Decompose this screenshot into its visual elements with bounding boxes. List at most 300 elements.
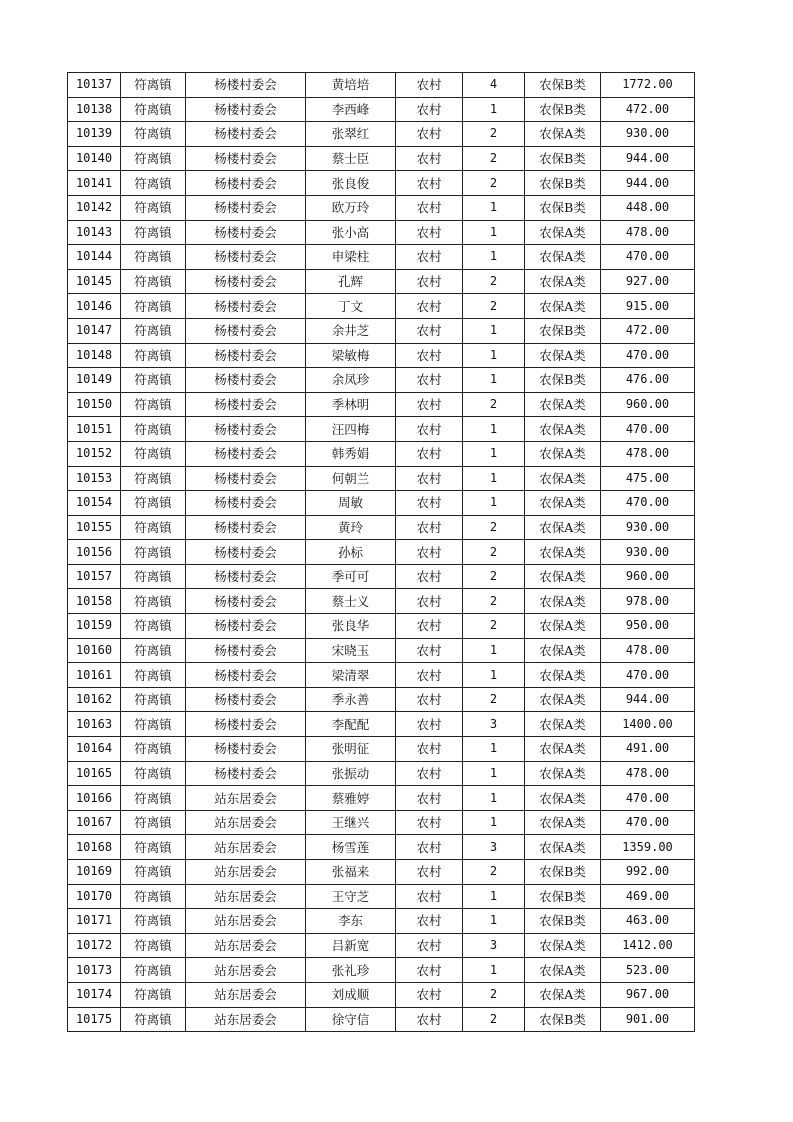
cell-area-type: 农村 [396, 540, 463, 565]
cell-committee: 站东居委会 [186, 835, 306, 860]
cell-name: 李西峰 [306, 97, 396, 122]
cell-name: 王继兴 [306, 810, 396, 835]
cell-area-type: 农村 [396, 491, 463, 516]
cell-name: 张良俊 [306, 171, 396, 196]
cell-committee: 杨楼村委会 [186, 392, 306, 417]
cell-id: 10147 [68, 318, 121, 343]
cell-name: 张福来 [306, 860, 396, 885]
table-row [68, 540, 695, 565]
cell-id: 10141 [68, 171, 121, 196]
cell-town: 符离镇 [121, 269, 186, 294]
cell-amount: 1772.00 [601, 73, 695, 98]
cell-town: 符离镇 [121, 146, 186, 171]
cell-committee: 杨楼村委会 [186, 245, 306, 270]
cell-household-count: 2 [463, 564, 525, 589]
cell-amount: 967.00 [601, 982, 695, 1007]
cell-household-count: 2 [463, 294, 525, 319]
cell-amount: 470.00 [601, 417, 695, 442]
cell-area-type: 农村 [396, 737, 463, 762]
cell-area-type: 农村 [396, 589, 463, 614]
cell-category: 农保A类 [525, 589, 601, 614]
cell-id: 10146 [68, 294, 121, 319]
cell-id: 10166 [68, 786, 121, 811]
cell-id: 10139 [68, 122, 121, 147]
table-row [68, 392, 695, 417]
cell-category: 农保B类 [525, 171, 601, 196]
cell-name: 徐守信 [306, 1007, 396, 1032]
cell-id: 10167 [68, 810, 121, 835]
cell-id: 10150 [68, 392, 121, 417]
cell-name: 吕新宽 [306, 933, 396, 958]
cell-name: 张振动 [306, 761, 396, 786]
cell-category: 农保B类 [525, 884, 601, 909]
cell-category: 农保A类 [525, 933, 601, 958]
cell-amount: 523.00 [601, 958, 695, 983]
cell-area-type: 农村 [396, 97, 463, 122]
cell-name: 汪四梅 [306, 417, 396, 442]
cell-name: 杨雪莲 [306, 835, 396, 860]
cell-name: 季可可 [306, 564, 396, 589]
cell-category: 农保A类 [525, 786, 601, 811]
cell-area-type: 农村 [396, 220, 463, 245]
table-row [68, 195, 695, 220]
cell-area-type: 农村 [396, 933, 463, 958]
cell-household-count: 3 [463, 933, 525, 958]
cell-town: 符离镇 [121, 491, 186, 516]
cell-household-count: 2 [463, 982, 525, 1007]
cell-id: 10162 [68, 687, 121, 712]
cell-amount: 927.00 [601, 269, 695, 294]
cell-household-count: 1 [463, 417, 525, 442]
cell-amount: 469.00 [601, 884, 695, 909]
cell-amount: 470.00 [601, 810, 695, 835]
cell-name: 韩秀娟 [306, 441, 396, 466]
table-row [68, 810, 695, 835]
cell-committee: 杨楼村委会 [186, 614, 306, 639]
cell-area-type: 农村 [396, 712, 463, 737]
cell-area-type: 农村 [396, 515, 463, 540]
cell-id: 10170 [68, 884, 121, 909]
cell-amount: 470.00 [601, 663, 695, 688]
cell-amount: 476.00 [601, 368, 695, 393]
cell-category: 农保A类 [525, 810, 601, 835]
cell-amount: 463.00 [601, 909, 695, 934]
cell-category: 农保A类 [525, 491, 601, 516]
cell-category: 农保A类 [525, 220, 601, 245]
cell-committee: 杨楼村委会 [186, 687, 306, 712]
cell-amount: 478.00 [601, 638, 695, 663]
table-row [68, 368, 695, 393]
cell-committee: 站东居委会 [186, 1007, 306, 1032]
cell-household-count: 1 [463, 737, 525, 762]
cell-committee: 站东居委会 [186, 860, 306, 885]
cell-town: 符离镇 [121, 441, 186, 466]
cell-committee: 站东居委会 [186, 982, 306, 1007]
cell-area-type: 农村 [396, 318, 463, 343]
cell-town: 符离镇 [121, 712, 186, 737]
cell-committee: 杨楼村委会 [186, 515, 306, 540]
cell-id: 10165 [68, 761, 121, 786]
cell-committee: 杨楼村委会 [186, 589, 306, 614]
cell-household-count: 1 [463, 761, 525, 786]
cell-area-type: 农村 [396, 614, 463, 639]
cell-category: 农保A类 [525, 712, 601, 737]
cell-amount: 478.00 [601, 761, 695, 786]
cell-area-type: 农村 [396, 884, 463, 909]
cell-amount: 472.00 [601, 97, 695, 122]
cell-name: 张明征 [306, 737, 396, 762]
cell-area-type: 农村 [396, 73, 463, 98]
cell-area-type: 农村 [396, 860, 463, 885]
cell-name: 何朝兰 [306, 466, 396, 491]
cell-committee: 杨楼村委会 [186, 343, 306, 368]
cell-committee: 站东居委会 [186, 958, 306, 983]
cell-town: 符离镇 [121, 220, 186, 245]
cell-id: 10144 [68, 245, 121, 270]
cell-committee: 站东居委会 [186, 810, 306, 835]
cell-town: 符离镇 [121, 466, 186, 491]
cell-committee: 杨楼村委会 [186, 761, 306, 786]
cell-area-type: 农村 [396, 564, 463, 589]
cell-area-type: 农村 [396, 786, 463, 811]
cell-town: 符离镇 [121, 368, 186, 393]
cell-committee: 杨楼村委会 [186, 638, 306, 663]
cell-household-count: 1 [463, 958, 525, 983]
cell-id: 10161 [68, 663, 121, 688]
cell-town: 符离镇 [121, 540, 186, 565]
table-row [68, 220, 695, 245]
cell-category: 农保A类 [525, 761, 601, 786]
table-row [68, 663, 695, 688]
cell-id: 10157 [68, 564, 121, 589]
cell-town: 符离镇 [121, 417, 186, 442]
cell-id: 10168 [68, 835, 121, 860]
table-row [68, 441, 695, 466]
cell-category: 农保A类 [525, 466, 601, 491]
cell-town: 符离镇 [121, 958, 186, 983]
cell-id: 10149 [68, 368, 121, 393]
table-row [68, 73, 695, 98]
cell-category: 农保B类 [525, 73, 601, 98]
cell-id: 10174 [68, 982, 121, 1007]
table-row [68, 638, 695, 663]
cell-category: 农保A类 [525, 958, 601, 983]
cell-id: 10160 [68, 638, 121, 663]
cell-amount: 470.00 [601, 491, 695, 516]
cell-category: 农保A类 [525, 294, 601, 319]
cell-town: 符离镇 [121, 884, 186, 909]
cell-household-count: 1 [463, 466, 525, 491]
cell-household-count: 1 [463, 195, 525, 220]
cell-category: 农保A类 [525, 638, 601, 663]
cell-household-count: 2 [463, 122, 525, 147]
cell-household-count: 1 [463, 884, 525, 909]
cell-town: 符离镇 [121, 564, 186, 589]
cell-id: 10172 [68, 933, 121, 958]
cell-id: 10169 [68, 860, 121, 885]
cell-household-count: 2 [463, 540, 525, 565]
cell-town: 符离镇 [121, 786, 186, 811]
cell-amount: 470.00 [601, 786, 695, 811]
cell-committee: 杨楼村委会 [186, 171, 306, 196]
cell-area-type: 农村 [396, 958, 463, 983]
cell-area-type: 农村 [396, 245, 463, 270]
cell-household-count: 1 [463, 909, 525, 934]
cell-id: 10159 [68, 614, 121, 639]
table-row [68, 122, 695, 147]
table-row [68, 958, 695, 983]
table-row [68, 269, 695, 294]
cell-area-type: 农村 [396, 810, 463, 835]
cell-town: 符离镇 [121, 318, 186, 343]
cell-area-type: 农村 [396, 122, 463, 147]
cell-amount: 470.00 [601, 245, 695, 270]
cell-id: 10151 [68, 417, 121, 442]
cell-household-count: 1 [463, 318, 525, 343]
cell-amount: 478.00 [601, 441, 695, 466]
table-row [68, 146, 695, 171]
cell-category: 农保A类 [525, 687, 601, 712]
cell-committee: 杨楼村委会 [186, 73, 306, 98]
cell-category: 农保B类 [525, 146, 601, 171]
table-row [68, 982, 695, 1007]
cell-amount: 992.00 [601, 860, 695, 885]
table-row [68, 884, 695, 909]
cell-category: 农保B类 [525, 860, 601, 885]
cell-category: 农保A类 [525, 269, 601, 294]
cell-amount: 960.00 [601, 392, 695, 417]
cell-id: 10163 [68, 712, 121, 737]
cell-household-count: 1 [463, 441, 525, 466]
cell-category: 农保A类 [525, 122, 601, 147]
cell-committee: 杨楼村委会 [186, 368, 306, 393]
cell-household-count: 2 [463, 1007, 525, 1032]
cell-committee: 杨楼村委会 [186, 146, 306, 171]
cell-amount: 915.00 [601, 294, 695, 319]
cell-committee: 杨楼村委会 [186, 269, 306, 294]
table-row [68, 712, 695, 737]
cell-name: 刘成顺 [306, 982, 396, 1007]
cell-amount: 470.00 [601, 343, 695, 368]
cell-committee: 杨楼村委会 [186, 122, 306, 147]
cell-category: 农保A类 [525, 245, 601, 270]
cell-town: 符离镇 [121, 343, 186, 368]
cell-amount: 978.00 [601, 589, 695, 614]
cell-category: 农保A类 [525, 417, 601, 442]
cell-household-count: 2 [463, 614, 525, 639]
table-row [68, 97, 695, 122]
cell-id: 10155 [68, 515, 121, 540]
table-row [68, 614, 695, 639]
cell-name: 梁敏梅 [306, 343, 396, 368]
cell-area-type: 农村 [396, 294, 463, 319]
cell-id: 10148 [68, 343, 121, 368]
cell-household-count: 2 [463, 146, 525, 171]
cell-household-count: 1 [463, 220, 525, 245]
cell-name: 蔡士臣 [306, 146, 396, 171]
cell-category: 农保A类 [525, 540, 601, 565]
cell-category: 农保A类 [525, 441, 601, 466]
cell-id: 10171 [68, 909, 121, 934]
cell-name: 张良华 [306, 614, 396, 639]
cell-town: 符离镇 [121, 245, 186, 270]
cell-town: 符离镇 [121, 392, 186, 417]
cell-id: 10145 [68, 269, 121, 294]
cell-household-count: 2 [463, 269, 525, 294]
cell-category: 农保B类 [525, 368, 601, 393]
cell-committee: 站东居委会 [186, 786, 306, 811]
cell-household-count: 2 [463, 589, 525, 614]
cell-committee: 站东居委会 [186, 884, 306, 909]
table-row [68, 909, 695, 934]
cell-town: 符离镇 [121, 122, 186, 147]
cell-name: 李配配 [306, 712, 396, 737]
cell-name: 张小高 [306, 220, 396, 245]
cell-household-count: 1 [463, 638, 525, 663]
table-row [68, 318, 695, 343]
cell-town: 符离镇 [121, 933, 186, 958]
cell-category: 农保B类 [525, 195, 601, 220]
cell-household-count: 2 [463, 171, 525, 196]
cell-amount: 960.00 [601, 564, 695, 589]
cell-name: 季林明 [306, 392, 396, 417]
cell-category: 农保B类 [525, 909, 601, 934]
cell-amount: 944.00 [601, 171, 695, 196]
cell-household-count: 2 [463, 687, 525, 712]
cell-name: 梁清翠 [306, 663, 396, 688]
table-row [68, 515, 695, 540]
cell-id: 10164 [68, 737, 121, 762]
cell-category: 农保A类 [525, 982, 601, 1007]
cell-area-type: 农村 [396, 687, 463, 712]
cell-amount: 930.00 [601, 122, 695, 147]
cell-town: 符离镇 [121, 860, 186, 885]
cell-town: 符离镇 [121, 515, 186, 540]
cell-category: 农保A类 [525, 663, 601, 688]
cell-committee: 杨楼村委会 [186, 220, 306, 245]
cell-name: 丁文 [306, 294, 396, 319]
cell-name: 黄玲 [306, 515, 396, 540]
cell-name: 李东 [306, 909, 396, 934]
table-body [68, 73, 695, 1032]
cell-amount: 944.00 [601, 687, 695, 712]
cell-committee: 杨楼村委会 [186, 737, 306, 762]
cell-name: 孔辉 [306, 269, 396, 294]
cell-amount: 944.00 [601, 146, 695, 171]
cell-amount: 1412.00 [601, 933, 695, 958]
cell-name: 蔡士义 [306, 589, 396, 614]
cell-name: 张翠红 [306, 122, 396, 147]
cell-amount: 901.00 [601, 1007, 695, 1032]
table-row [68, 294, 695, 319]
cell-committee: 杨楼村委会 [186, 466, 306, 491]
cell-town: 符离镇 [121, 589, 186, 614]
cell-household-count: 2 [463, 392, 525, 417]
cell-town: 符离镇 [121, 982, 186, 1007]
cell-amount: 475.00 [601, 466, 695, 491]
cell-area-type: 农村 [396, 761, 463, 786]
cell-category: 农保A类 [525, 515, 601, 540]
table-row [68, 466, 695, 491]
cell-amount: 1400.00 [601, 712, 695, 737]
cell-household-count: 3 [463, 712, 525, 737]
cell-area-type: 农村 [396, 835, 463, 860]
cell-town: 符离镇 [121, 638, 186, 663]
cell-category: 农保A类 [525, 737, 601, 762]
cell-name: 黄培培 [306, 73, 396, 98]
cell-category: 农保A类 [525, 564, 601, 589]
cell-committee: 站东居委会 [186, 933, 306, 958]
cell-amount: 478.00 [601, 220, 695, 245]
cell-name: 宋晓玉 [306, 638, 396, 663]
cell-town: 符离镇 [121, 761, 186, 786]
cell-committee: 杨楼村委会 [186, 564, 306, 589]
cell-id: 10143 [68, 220, 121, 245]
cell-name: 孙标 [306, 540, 396, 565]
records-table [67, 72, 695, 1032]
cell-category: 农保A类 [525, 392, 601, 417]
cell-area-type: 农村 [396, 171, 463, 196]
cell-name: 蔡雅婷 [306, 786, 396, 811]
cell-household-count: 4 [463, 73, 525, 98]
table-row [68, 245, 695, 270]
cell-household-count: 1 [463, 368, 525, 393]
table-row [68, 933, 695, 958]
cell-committee: 杨楼村委会 [186, 294, 306, 319]
cell-town: 符离镇 [121, 687, 186, 712]
cell-committee: 杨楼村委会 [186, 195, 306, 220]
cell-id: 10153 [68, 466, 121, 491]
cell-area-type: 农村 [396, 343, 463, 368]
cell-id: 10140 [68, 146, 121, 171]
cell-committee: 杨楼村委会 [186, 417, 306, 442]
cell-committee: 杨楼村委会 [186, 318, 306, 343]
cell-town: 符离镇 [121, 614, 186, 639]
cell-town: 符离镇 [121, 909, 186, 934]
cell-area-type: 农村 [396, 441, 463, 466]
cell-category: 农保B类 [525, 1007, 601, 1032]
cell-town: 符离镇 [121, 737, 186, 762]
cell-committee: 杨楼村委会 [186, 712, 306, 737]
cell-household-count: 2 [463, 515, 525, 540]
cell-amount: 930.00 [601, 540, 695, 565]
cell-id: 10142 [68, 195, 121, 220]
table-row [68, 687, 695, 712]
cell-name: 欧万玲 [306, 195, 396, 220]
cell-category: 农保B类 [525, 97, 601, 122]
cell-committee: 站东居委会 [186, 909, 306, 934]
table-row [68, 761, 695, 786]
cell-area-type: 农村 [396, 1007, 463, 1032]
table-row [68, 835, 695, 860]
cell-area-type: 农村 [396, 638, 463, 663]
table-row [68, 737, 695, 762]
cell-category: 农保A类 [525, 614, 601, 639]
table-row [68, 417, 695, 442]
cell-id: 10158 [68, 589, 121, 614]
table-row [68, 171, 695, 196]
cell-area-type: 农村 [396, 663, 463, 688]
cell-committee: 杨楼村委会 [186, 540, 306, 565]
cell-household-count: 1 [463, 491, 525, 516]
cell-amount: 448.00 [601, 195, 695, 220]
cell-name: 周敏 [306, 491, 396, 516]
cell-household-count: 1 [463, 810, 525, 835]
cell-town: 符离镇 [121, 294, 186, 319]
table-row [68, 343, 695, 368]
cell-name: 余凤珍 [306, 368, 396, 393]
table-row [68, 589, 695, 614]
